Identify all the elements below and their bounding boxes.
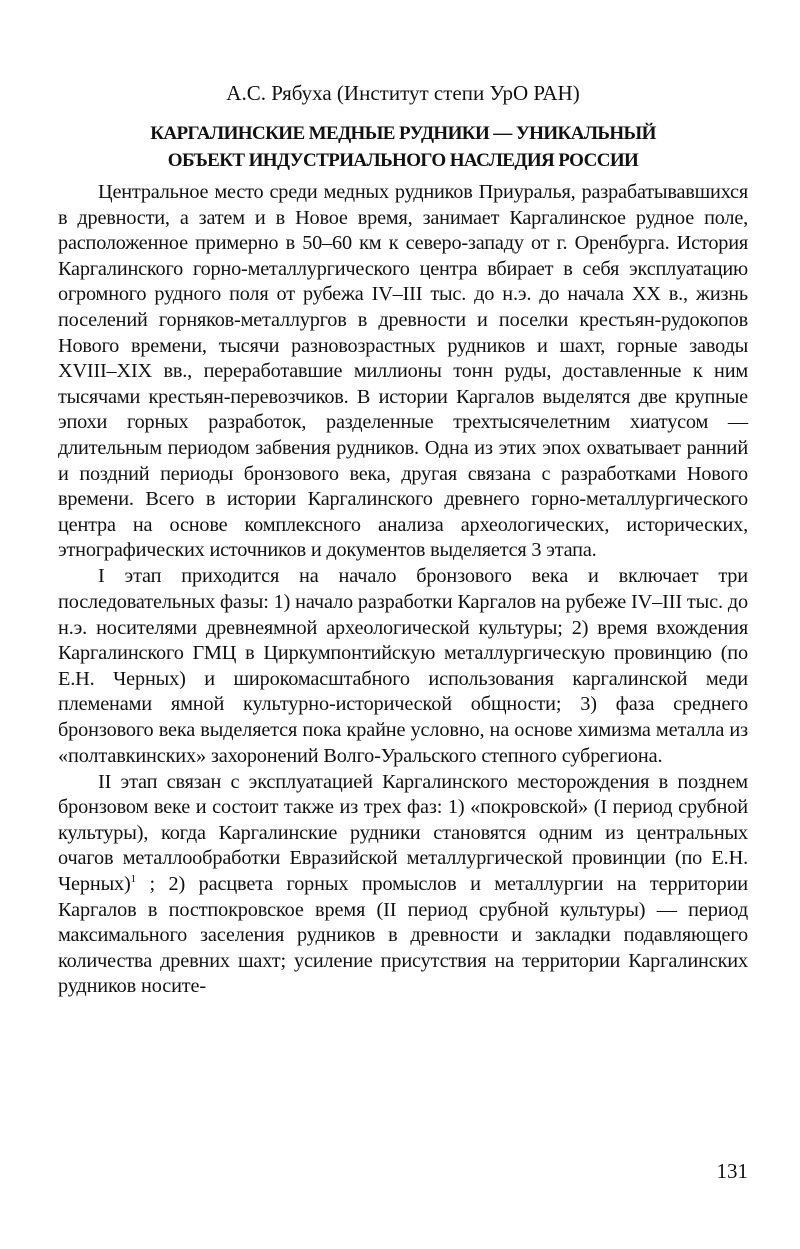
footnote-reference: 1	[130, 873, 137, 886]
author-line: А.С. Рябуха (Институт степи УрО РАН)	[226, 81, 580, 105]
page-number: 131	[716, 1159, 748, 1183]
paragraph-3	[58, 770, 748, 1000]
title-line-1: КАРГАЛИНСКИЕ МЕДНЫЕ РУДНИКИ — УНИКАЛЬНЫЙ	[150, 123, 656, 144]
article-title	[58, 120, 748, 174]
book-page	[58, 0, 748, 1249]
paragraph-1: Центральное место среди медных рудников Приуралья, разрабатывавшихся в древности, а затем и в Новое время, занимает Каргалинское рудное поле, расположенное примерно в 50–60 км к северо-западу от г. Оренбурга. История Каргалинского горно-металлургического центра вбирает в себя эксплуатацию огромного рудного поля от рубежа IV–III тыс. до н.э. до начала XX в., жизнь поселений горняков-металлургов в древности и поселки крестьян-рудокопов Нового времени, тысячи разновозрастных рудников и шахт, горные заводы XVIII–XIX вв., переработавшие миллионы тонн руды, доставленные к ним тысячами крестьян-перевозчиков. В истории Каргалов выделятся две крупные эпохи горных разработок, разделенные трехтысячелетним хиатусом — длительным периодом забвения рудников. Одна из этих эпох охватывает ранний и поздний периоды бронзового века, другая связана с разработками Нового времени. Всего в истории Каргалинского древнего горно-металлургического центра на основе комплексного анализа археологических, исторических, этнографических источников и документов выделяется 3 этапа.	[58, 181, 748, 562]
paragraph-2: I этап приходится на начало бронзового века и включает три последовательных фазы: 1) начало разработки Каргалов на рубеже IV–III тыс. до н.э. носителями древнеямной археологической культуры; 2) время вхождения Каргалинского ГМЦ в Циркумпонтийскую металлургическую провинцию (по Е.Н. Черных) и широкомасштабного использования каргалинской меди племенами ямной культурно-исторической общности; 3) фаза среднего бронзового века выделяется пока крайне условно, на основе химизма металла из «полтавкинских» захоронений Волго-Уральского степного субрегиона.	[58, 565, 748, 767]
article-body	[58, 180, 748, 1000]
title-line-2: ОБЪЕКТ ИНДУСТРИАЛЬНОГО НАСЛЕДИЯ РОССИИ	[167, 150, 639, 171]
paragraph-3-part-1: II этап связан с эксплуатацией Каргалинского месторождения в позднем бронзовом веке и состоит также из трех фаз: 1) «покровской» (I период срубной культуры), когда Каргалинские рудники становятся одним из центральных очагов металлообработки Евразийской металлургической провинции (по Е.Н. Черных)	[58, 770, 748, 896]
paragraph-3-part-2: ; 2) расцвета горных промыслов и металлургии на территории Каргалов в постпокровское время (II период срубной культуры) — период максимального заселения рудников в древности и закладки подавляющего количества древних шахт; усиление присутствия на территории Каргалинских рудников носите-	[58, 873, 748, 998]
